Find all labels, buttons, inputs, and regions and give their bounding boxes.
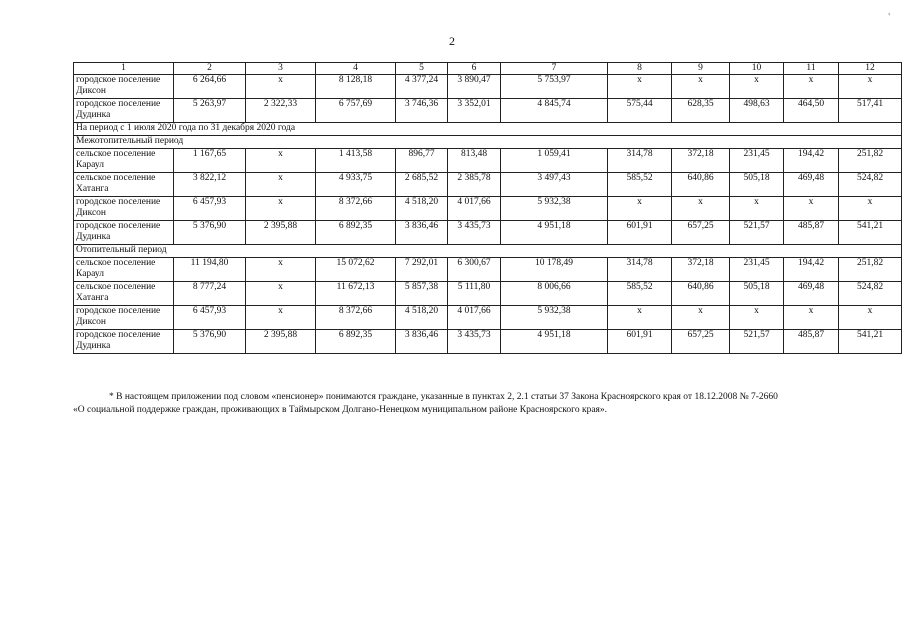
value-cell: 469,48: [784, 173, 839, 197]
table-row: [74, 173, 902, 197]
column-header-1: 1: [74, 63, 174, 75]
value-cell: 469,48: [784, 282, 839, 306]
value-cell: 3 497,43: [501, 173, 608, 197]
value-cell: 6 300,67: [448, 258, 501, 282]
value-cell: 3 836,46: [396, 330, 448, 354]
table-row: [74, 306, 902, 330]
settlement-name-cell: сельское поселение Караул: [74, 258, 174, 282]
value-cell: 4 951,18: [501, 221, 608, 245]
value-cell: 6 457,93: [174, 306, 246, 330]
value-cell: 505,18: [730, 282, 784, 306]
value-cell: 541,21: [839, 330, 902, 354]
value-cell: 372,18: [672, 149, 730, 173]
column-header-12: 12: [839, 63, 902, 75]
settlement-name-cell: городское поселение Диксон: [74, 75, 174, 99]
value-cell: 2 685,52: [396, 173, 448, 197]
value-cell: 231,45: [730, 149, 784, 173]
value-cell: 813,48: [448, 149, 501, 173]
column-header-3: 3: [246, 63, 316, 75]
value-cell: 896,77: [396, 149, 448, 173]
value-cell: 5 376,90: [174, 330, 246, 354]
value-cell: 251,82: [839, 258, 902, 282]
value-cell: 4 933,75: [316, 173, 396, 197]
value-cell: х: [246, 75, 316, 99]
value-cell: 15 072,62: [316, 258, 396, 282]
settlement-name-cell: сельское поселение Хатанга: [74, 282, 174, 306]
value-cell: 5 376,90: [174, 221, 246, 245]
footnote-line-2: «О социальной поддержке граждан, проживающих в Таймырском Долгано-Ненецком муниципальном районе Красноярского края».: [73, 405, 608, 415]
table-row: [74, 149, 902, 173]
value-cell: 314,78: [608, 149, 672, 173]
column-header-4: 4: [316, 63, 396, 75]
value-cell: 657,25: [672, 330, 730, 354]
value-cell: 541,21: [839, 221, 902, 245]
column-header-5: 5: [396, 63, 448, 75]
value-cell: 6 892,35: [316, 330, 396, 354]
value-cell: 4 951,18: [501, 330, 608, 354]
value-cell: х: [246, 197, 316, 221]
section-row: [74, 245, 902, 258]
table-header: [74, 63, 902, 75]
value-cell: 231,45: [730, 258, 784, 282]
value-cell: 498,63: [730, 99, 784, 123]
value-cell: 1 413,58: [316, 149, 396, 173]
table-row: [74, 282, 902, 306]
value-cell: 575,44: [608, 99, 672, 123]
value-cell: 5 857,38: [396, 282, 448, 306]
value-cell: 5 111,80: [448, 282, 501, 306]
value-cell: х: [246, 282, 316, 306]
value-cell: 521,57: [730, 221, 784, 245]
section-title: На период с 1 июля 2020 года по 31 декабря 2020 года: [74, 123, 902, 136]
section-row: [74, 136, 902, 149]
value-cell: х: [672, 75, 730, 99]
value-cell: х: [672, 306, 730, 330]
table-row: [74, 330, 902, 354]
value-cell: 6 757,69: [316, 99, 396, 123]
value-cell: 6 264,66: [174, 75, 246, 99]
footnote-line-1: * В настоящем приложении под словом «пенсионер» понимаются граждане, указанные в пунктах 2, 2.1 статьи 37 Закона Красноярского края от 18.12.2008 № 7-2660: [109, 392, 778, 402]
value-cell: 6 457,93: [174, 197, 246, 221]
value-cell: х: [608, 306, 672, 330]
value-cell: 8 777,24: [174, 282, 246, 306]
value-cell: 628,35: [672, 99, 730, 123]
value-cell: х: [839, 306, 902, 330]
value-cell: 314,78: [608, 258, 672, 282]
value-cell: 505,18: [730, 173, 784, 197]
tariff-table-container: [73, 62, 884, 354]
value-cell: 521,57: [730, 330, 784, 354]
value-cell: 2 395,88: [246, 221, 316, 245]
value-cell: 11 672,13: [316, 282, 396, 306]
value-cell: 8 372,66: [316, 306, 396, 330]
column-header-6: 6: [448, 63, 501, 75]
corner-mark: ': [888, 12, 890, 23]
value-cell: 2 395,88: [246, 330, 316, 354]
value-cell: 585,52: [608, 282, 672, 306]
value-cell: х: [608, 197, 672, 221]
value-cell: х: [784, 197, 839, 221]
value-cell: х: [730, 306, 784, 330]
value-cell: х: [839, 75, 902, 99]
value-cell: 4 017,66: [448, 197, 501, 221]
value-cell: 4 377,24: [396, 75, 448, 99]
value-cell: х: [246, 173, 316, 197]
value-cell: 6 892,35: [316, 221, 396, 245]
value-cell: 5 932,38: [501, 306, 608, 330]
value-cell: 3 746,36: [396, 99, 448, 123]
value-cell: 7 292,01: [396, 258, 448, 282]
value-cell: 3 352,01: [448, 99, 501, 123]
value-cell: 524,82: [839, 282, 902, 306]
value-cell: 194,42: [784, 149, 839, 173]
value-cell: 640,86: [672, 282, 730, 306]
value-cell: х: [730, 75, 784, 99]
value-cell: 657,25: [672, 221, 730, 245]
value-cell: 4 845,74: [501, 99, 608, 123]
value-cell: х: [784, 75, 839, 99]
value-cell: 601,91: [608, 221, 672, 245]
value-cell: 8 006,66: [501, 282, 608, 306]
value-cell: 485,87: [784, 330, 839, 354]
value-cell: 5 753,97: [501, 75, 608, 99]
value-cell: 464,50: [784, 99, 839, 123]
value-cell: 4 518,20: [396, 197, 448, 221]
settlement-name-cell: сельское поселение Караул: [74, 149, 174, 173]
column-header-2: 2: [174, 63, 246, 75]
value-cell: 601,91: [608, 330, 672, 354]
value-cell: х: [730, 197, 784, 221]
value-cell: 8 372,66: [316, 197, 396, 221]
value-cell: 1 167,65: [174, 149, 246, 173]
table-row: [74, 197, 902, 221]
table-row: [74, 99, 902, 123]
value-cell: 640,86: [672, 173, 730, 197]
value-cell: х: [246, 306, 316, 330]
value-cell: 517,41: [839, 99, 902, 123]
settlement-name-cell: городское поселение Дудинка: [74, 330, 174, 354]
value-cell: х: [839, 197, 902, 221]
value-cell: 8 128,18: [316, 75, 396, 99]
value-cell: 2 322,33: [246, 99, 316, 123]
settlement-name-cell: городское поселение Дудинка: [74, 99, 174, 123]
value-cell: 3 435,73: [448, 330, 501, 354]
section-row: [74, 123, 902, 136]
page-number: 2: [449, 34, 455, 48]
value-cell: 3 836,46: [396, 221, 448, 245]
column-header-7: 7: [501, 63, 608, 75]
table-row: [74, 221, 902, 245]
value-cell: х: [608, 75, 672, 99]
value-cell: 11 194,80: [174, 258, 246, 282]
settlement-name-cell: городское поселение Диксон: [74, 197, 174, 221]
column-header-8: 8: [608, 63, 672, 75]
table-body: [74, 75, 902, 354]
value-cell: 10 178,49: [501, 258, 608, 282]
tariff-table: [73, 62, 902, 354]
value-cell: 5 263,97: [174, 99, 246, 123]
value-cell: 3 890,47: [448, 75, 501, 99]
settlement-name-cell: сельское поселение Хатанга: [74, 173, 174, 197]
column-header-9: 9: [672, 63, 730, 75]
table-row: [74, 258, 902, 282]
section-title: Отопительный период: [74, 245, 902, 258]
footnote: [73, 391, 861, 417]
value-cell: 3 822,12: [174, 173, 246, 197]
settlement-name-cell: городское поселение Диксон: [74, 306, 174, 330]
value-cell: 2 385,78: [448, 173, 501, 197]
value-cell: 524,82: [839, 173, 902, 197]
header-row: [74, 63, 902, 75]
value-cell: 194,42: [784, 258, 839, 282]
settlement-name-cell: городское поселение Дудинка: [74, 221, 174, 245]
value-cell: 485,87: [784, 221, 839, 245]
value-cell: 251,82: [839, 149, 902, 173]
value-cell: 4 017,66: [448, 306, 501, 330]
column-header-11: 11: [784, 63, 839, 75]
value-cell: 3 435,73: [448, 221, 501, 245]
value-cell: х: [672, 197, 730, 221]
value-cell: х: [784, 306, 839, 330]
value-cell: х: [246, 149, 316, 173]
section-title: Межотопительный период: [74, 136, 902, 149]
value-cell: 372,18: [672, 258, 730, 282]
value-cell: 1 059,41: [501, 149, 608, 173]
column-header-10: 10: [730, 63, 784, 75]
table-row: [74, 75, 902, 99]
value-cell: 4 518,20: [396, 306, 448, 330]
value-cell: 5 932,38: [501, 197, 608, 221]
value-cell: 585,52: [608, 173, 672, 197]
value-cell: х: [246, 258, 316, 282]
